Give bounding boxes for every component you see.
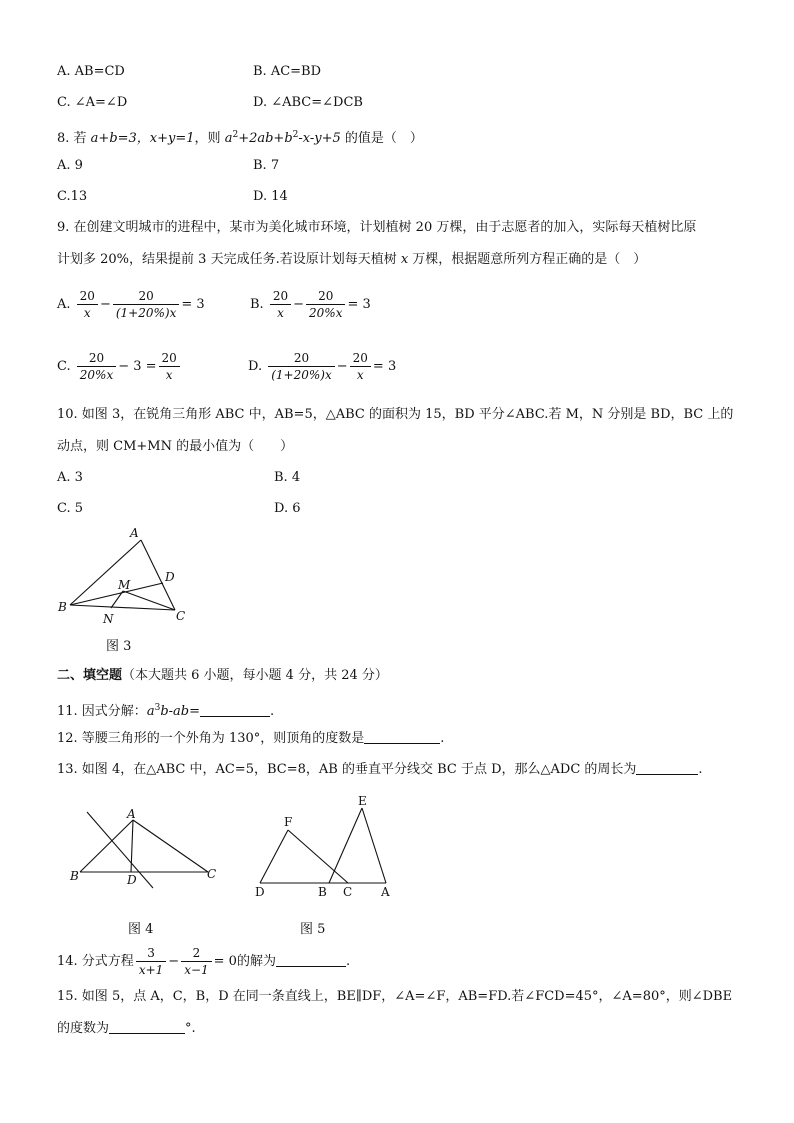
figure-5-label-e: E (358, 794, 367, 808)
q9-option-d: D. $\frac{20}{(1+20\%)x}$ − $\frac{20}{x}$ = 3 (248, 351, 397, 382)
figure-3-label-c: C (176, 609, 186, 623)
q11-answer-blank[interactable] (200, 704, 270, 717)
q10-option-b: B. 4 (274, 470, 301, 485)
figure-5-triangles (248, 792, 398, 900)
q15-answer-blank[interactable] (109, 1021, 185, 1034)
figure-5-caption: 图 5 (300, 922, 326, 937)
figure-3-label-b: B (58, 600, 67, 614)
figure-3-label-n: N (103, 612, 114, 626)
q11: 11. 因式分解：$a^3b-ab=$ . (57, 703, 275, 719)
figure-3-label-d: D (165, 570, 175, 584)
figure-4-triangle (65, 800, 225, 895)
figure-4-caption: 图 4 (128, 922, 154, 937)
q8-option-d: D. 14 (253, 189, 288, 204)
figure-5-label-c: C (343, 885, 353, 899)
q10-option-a: A. 3 (57, 470, 83, 485)
q9-option-c: C. $\frac{20}{20\%x}$ − 3 = $\frac{20}{x}$ (57, 350, 182, 384)
section-2-heading: 二、填空题（本大题共 6 小题，每小题 4 分，共 24 分） (57, 668, 388, 683)
q13: 13. 如图 4，在△ABC 中，AC=5，BC=8，AB 的垂直平分线交 BC 于点 D，那么△ADC 的周长为 . (57, 762, 703, 777)
q7-option-c: C. ∠A=∠D (57, 95, 128, 110)
q10-line1: 10. 如图 3，在锐角三角形 ABC 中，AB=5，△ABC 的面积为 15，BD 平分∠ABC.若 M，N 分别是 BD，BC 上的 (57, 407, 734, 422)
figure-4-label-d: D (127, 873, 137, 887)
figure-4-label-b: B (70, 869, 79, 883)
q14: 14. 分式方程 $\frac{3}{x+1}$ − $\frac{2}{x-1}$ = 0的解为 . (57, 946, 351, 977)
figure-5-label-d: D (255, 885, 265, 899)
figure-3-caption: 图 3 (106, 639, 132, 654)
q8-option-a: A. 9 (57, 158, 83, 173)
q12-answer-blank[interactable] (364, 731, 440, 744)
q9-option-a: A. $\frac{20}{x}$ − $\frac{20}{(1+20\%)x}$ = 3 (57, 289, 205, 320)
q7-option-d: D. ∠ABC=∠DCB (253, 95, 363, 110)
figure-3-label-a: A (130, 526, 139, 540)
figure-5-label-b: B (318, 885, 327, 899)
q9-option-b: B. $\frac{20}{x}$ − $\frac{20}{20\%x}$ = 3 (250, 289, 371, 320)
q7-option-b: B. AC=BD (253, 64, 322, 79)
figure-3-triangle (55, 525, 200, 630)
q14-answer-blank[interactable] (276, 954, 346, 967)
q8-option-b: B. 7 (253, 158, 280, 173)
q8-option-c: C.13 (57, 189, 88, 204)
q9-line2: 计划多 20%，结果提前 3 天完成任务.若设原计划每天植树 x 万棵，根据题意所列方程正确的是（ ） (57, 252, 647, 267)
q7-option-a: A. AB=CD (57, 64, 125, 79)
figure-3-label-m: M (118, 578, 131, 592)
figure-4-label-c: C (207, 867, 217, 881)
figure-5-label-f: F (284, 815, 293, 829)
q8-stem: 8. 若 a+b=3，x+y=1，则 $a^2+2ab+b^2-x-y+5$ 的值是（ ） (57, 130, 423, 146)
figure-5-label-a: A (381, 885, 390, 899)
figure-4-label-a: A (127, 807, 136, 821)
q15-line2: 的度数为 °. (57, 1021, 196, 1036)
q13-answer-blank[interactable] (636, 762, 698, 775)
q9-line1: 9. 在创建文明城市的进程中，某市为美化城市环境，计划植树 20 万棵，由于志愿者的加入，实际每天植树比原 (57, 220, 697, 235)
q15-line1: 15. 如图 5，点 A，C，B，D 在同一条直线上，BE∥DF，∠A=∠F，AB=FD.若∠FCD=45°，∠A=80°，则∠DBE (57, 989, 733, 1004)
q10-line2: 动点，则 CM+MN 的最小值为（ ） (57, 439, 294, 454)
q12: 12. 等腰三角形的一个外角为 130°，则顶角的度数是 . (57, 731, 445, 746)
q10-option-c: C. 5 (57, 501, 84, 516)
q10-option-d: D. 6 (274, 501, 301, 516)
